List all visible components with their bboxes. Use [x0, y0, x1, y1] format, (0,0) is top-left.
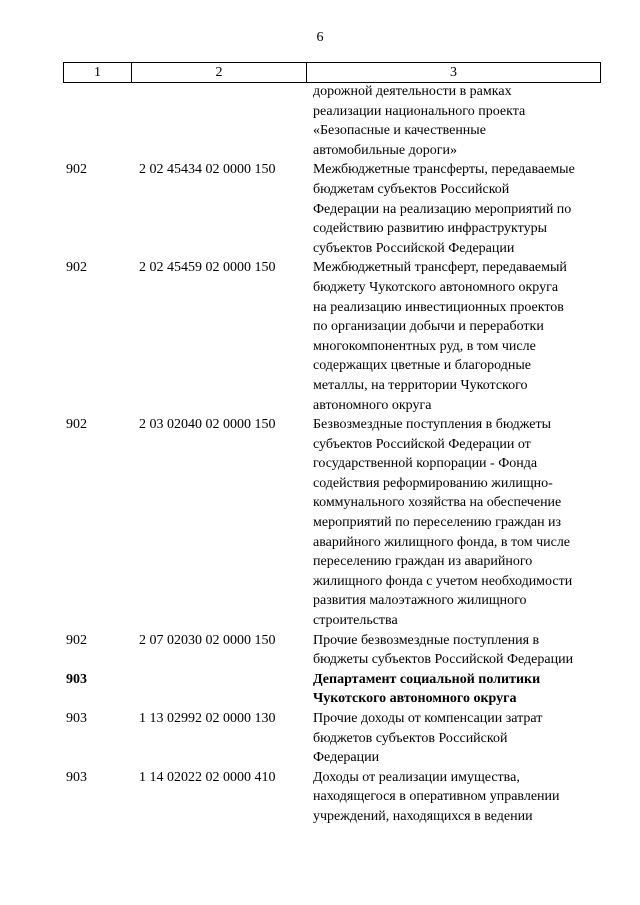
description-line: учреждений, находящихся в ведении: [313, 808, 533, 824]
table-row: [0, 415, 640, 631]
revenue-description: [313, 82, 603, 160]
description-line: реализации национального проекта: [313, 103, 526, 119]
description-line: бюджетам субъектов Российской: [313, 181, 510, 197]
description-line: Прочие доходы от компенсации затрат: [313, 711, 543, 726]
admin-code: 902: [66, 417, 87, 433]
description-line: мероприятий по переселению граждан из: [313, 515, 562, 531]
description-line: Безвозмездные поступления в бюджеты: [313, 417, 551, 433]
revenue-description: [313, 670, 603, 709]
description-line: находящегося в оперативном управлении: [313, 789, 560, 805]
revenue-description: [313, 631, 603, 670]
table-row: [0, 82, 640, 160]
description-line: бюджетов субъектов Российской: [313, 730, 508, 746]
admin-code: 903: [66, 671, 87, 687]
description-line: бюджету Чукотского автономного округа: [313, 279, 559, 295]
admin-code: 903: [66, 769, 87, 785]
description-line: Федерации на реализацию мероприятий по: [313, 201, 572, 217]
description-line: Доходы от реализации имущества,: [313, 769, 520, 785]
description-line: «Безопасные и качественные: [313, 123, 486, 139]
revenue-description: [313, 709, 603, 768]
description-line: аварийного жилищного фонда, в том числе: [313, 534, 571, 550]
description-line: содействия реформированию жилищно-: [313, 475, 553, 491]
description-line: Чукотского автономного округа: [313, 691, 517, 707]
description-line: Межбюджетный трансферт, передаваемый: [313, 260, 567, 276]
description-line: Прочие безвозмездные поступления в: [313, 632, 540, 648]
revenue-description: [313, 258, 603, 415]
description-line: переселению граждан из аварийного: [313, 554, 533, 570]
header-col-1: 1: [64, 63, 132, 82]
description-line: Департамент социальной политики: [313, 671, 541, 687]
description-line: субъектов Российской Федерации от: [313, 436, 531, 452]
table-header: [63, 62, 601, 83]
table-row: [0, 768, 640, 827]
revenue-code: 2 07 02030 02 0000 150: [139, 632, 276, 648]
revenue-description: [313, 415, 603, 631]
header-col-2: 2: [132, 63, 307, 82]
description-line: содержащих цветные и благородные: [313, 358, 531, 374]
description-line: автономного округа: [313, 397, 432, 413]
description-line: субъектов Российской Федерации: [313, 240, 515, 256]
admin-code: 902: [66, 632, 87, 648]
admin-code: 902: [66, 162, 87, 178]
description-line: содействию развитию инфраструктуры: [313, 221, 547, 237]
description-line: по организации добычи и переработки: [313, 319, 544, 335]
description-line: дорожной деятельности в рамках: [313, 84, 512, 99]
description-line: Федерации: [313, 750, 380, 766]
table-row: [0, 631, 640, 670]
revenue-code: 1 13 02992 02 0000 130: [139, 711, 276, 726]
description-line: развития малоэтажного жилищного: [313, 593, 527, 609]
description-line: коммунального хозяйства на обеспечение: [313, 495, 562, 511]
description-line: Межбюджетные трансферты, передаваемые: [313, 162, 575, 178]
table-row: [0, 670, 640, 709]
table-row: [0, 709, 640, 768]
revenue-code: 2 03 02040 02 0000 150: [139, 417, 276, 433]
revenue-description: [313, 768, 603, 827]
table-body: [0, 82, 640, 827]
revenue-code: 2 02 45459 02 0000 150: [139, 260, 276, 276]
table-row: [0, 258, 640, 415]
admin-code: 903: [66, 711, 87, 726]
description-line: на реализацию инвестиционных проектов: [313, 299, 564, 315]
admin-code: 902: [66, 260, 87, 276]
page-number: 6: [316, 30, 324, 45]
description-line: автомобильные дороги»: [313, 142, 457, 158]
description-line: металлы, на территории Чукотского: [313, 377, 528, 393]
table-row: [0, 160, 640, 258]
revenue-code: 1 14 02022 02 0000 410: [139, 769, 276, 785]
description-line: государственной корпорации - Фонда: [313, 456, 538, 472]
description-line: бюджеты субъектов Российской Федерации: [313, 652, 574, 668]
description-line: строительства: [313, 613, 398, 629]
revenue-description: [313, 160, 603, 258]
description-line: жилищного фонда с учетом необходимости: [313, 573, 573, 589]
description-line: многокомпонентных руд, в том числе: [313, 338, 536, 354]
header-col-3: 3: [450, 64, 457, 80]
revenue-code: 2 02 45434 02 0000 150: [139, 162, 276, 178]
